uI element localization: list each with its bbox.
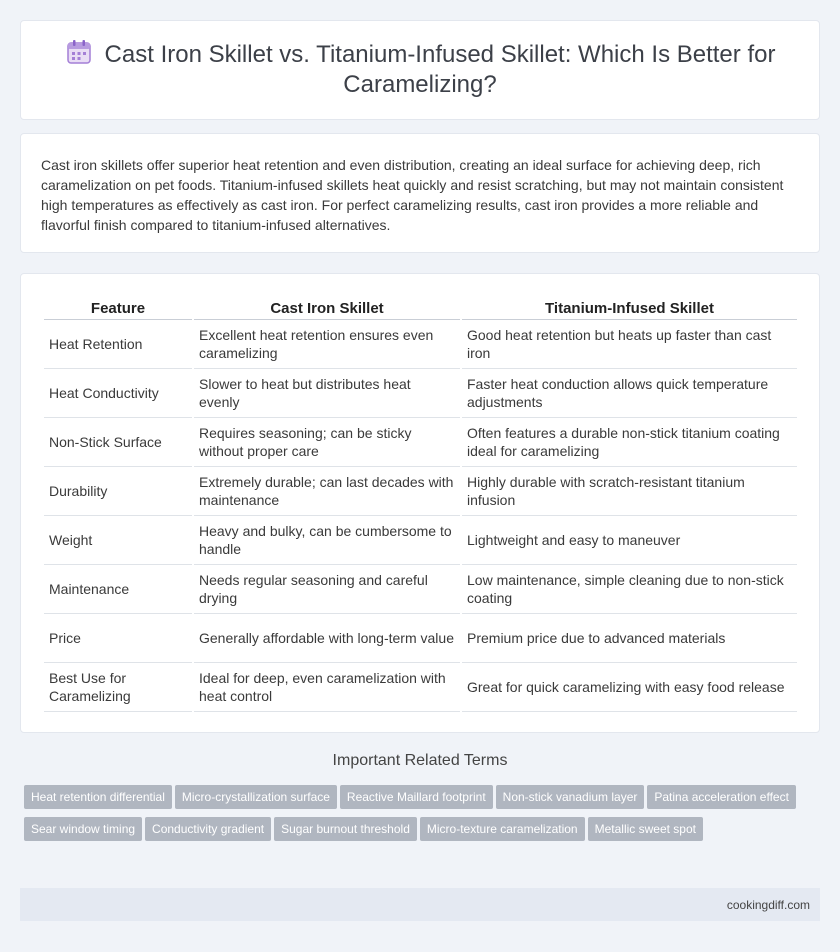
table-row	[44, 663, 797, 712]
cast-iron-cell: Generally affordable with long-term value	[194, 614, 460, 663]
related-terms-list	[24, 785, 814, 849]
comparison-card	[20, 273, 820, 733]
feature-cell: Price	[44, 614, 192, 663]
feature-cell: Best Use for Caramelizing	[44, 663, 192, 712]
header-titanium: Titanium-Infused Skillet	[462, 294, 797, 320]
related-term-tag[interactable]: Micro-texture caramelization	[420, 817, 585, 841]
footer	[20, 888, 820, 921]
table-row	[44, 565, 797, 614]
feature-cell: Maintenance	[44, 565, 192, 614]
title-wrap	[21, 21, 819, 119]
titanium-cell: Low maintenance, simple cleaning due to non-stick coating	[462, 565, 797, 614]
cast-iron-cell: Ideal for deep, even caramelization with heat control	[194, 663, 460, 712]
titanium-cell: Faster heat conduction allows quick temperature adjustments	[462, 369, 797, 418]
page-title	[61, 40, 779, 100]
related-term-tag[interactable]: Conductivity gradient	[145, 817, 271, 841]
feature-cell: Heat Conductivity	[44, 369, 192, 418]
intro-card	[20, 133, 820, 253]
calendar-icon	[65, 38, 93, 66]
titanium-cell: Often features a durable non-stick titanium coating ideal for caramelizing	[462, 418, 797, 467]
title-card	[20, 20, 820, 120]
titanium-cell: Premium price due to advanced materials	[462, 614, 797, 663]
cast-iron-cell: Needs regular seasoning and careful drying	[194, 565, 460, 614]
header-cast-iron: Cast Iron Skillet	[194, 294, 460, 320]
table-row	[44, 614, 797, 663]
cast-iron-cell: Slower to heat but distributes heat evenly	[194, 369, 460, 418]
related-term-tag[interactable]: Micro-crystallization surface	[175, 785, 337, 809]
feature-cell: Non-Stick Surface	[44, 418, 192, 467]
cast-iron-cell: Excellent heat retention ensures even caramelizing	[194, 320, 460, 369]
comparison-table	[42, 294, 799, 712]
related-term-tag[interactable]: Patina acceleration effect	[647, 785, 796, 809]
footer-site-link[interactable]: cookingdiff.com	[726, 897, 810, 912]
related-term-tag[interactable]: Sugar burnout threshold	[274, 817, 417, 841]
titanium-cell: Lightweight and easy to maneuver	[462, 516, 797, 565]
related-term-tag[interactable]: Heat retention differential	[24, 785, 172, 809]
related-term-tag[interactable]: Non-stick vanadium layer	[496, 785, 645, 809]
table-row	[44, 320, 797, 369]
cast-iron-cell: Extremely durable; can last decades with maintenance	[194, 467, 460, 516]
related-term-tag[interactable]: Sear window timing	[24, 817, 142, 841]
table-row	[44, 467, 797, 516]
page-title-text: Cast Iron Skillet vs. Titanium-Infused Skillet: Which Is Better for Caramelizing?	[104, 41, 776, 98]
related-term-tag[interactable]: Reactive Maillard footprint	[340, 785, 493, 809]
titanium-cell: Good heat retention but heats up faster than cast iron	[462, 320, 797, 369]
header-feature: Feature	[44, 294, 192, 320]
feature-cell: Durability	[44, 467, 192, 516]
table-row	[44, 369, 797, 418]
cast-iron-cell: Requires seasoning; can be sticky without proper care	[194, 418, 460, 467]
feature-cell: Heat Retention	[44, 320, 192, 369]
table-row	[44, 418, 797, 467]
intro-paragraph: Cast iron skillets offer superior heat retention and even distribution, creating an ideal surface for achieving deep, rich caramelization on pet foods. Titanium-infused skillets heat quickly and resist scratching, but may not maintain consistent high temperatures as effectively as cast iron. For perfect caramelizing results, cast iron provides a more reliable and flavorful finish compared to titanium-infused alternatives.	[41, 157, 784, 233]
related-terms-heading: Important Related Terms	[332, 752, 508, 769]
feature-cell: Weight	[44, 516, 192, 565]
table-row	[44, 516, 797, 565]
titanium-cell: Great for quick caramelizing with easy food release	[462, 663, 797, 712]
cast-iron-cell: Heavy and bulky, can be cumbersome to handle	[194, 516, 460, 565]
table-header-row	[44, 294, 797, 320]
titanium-cell: Highly durable with scratch-resistant titanium infusion	[462, 467, 797, 516]
related-term-tag[interactable]: Metallic sweet spot	[588, 817, 703, 841]
